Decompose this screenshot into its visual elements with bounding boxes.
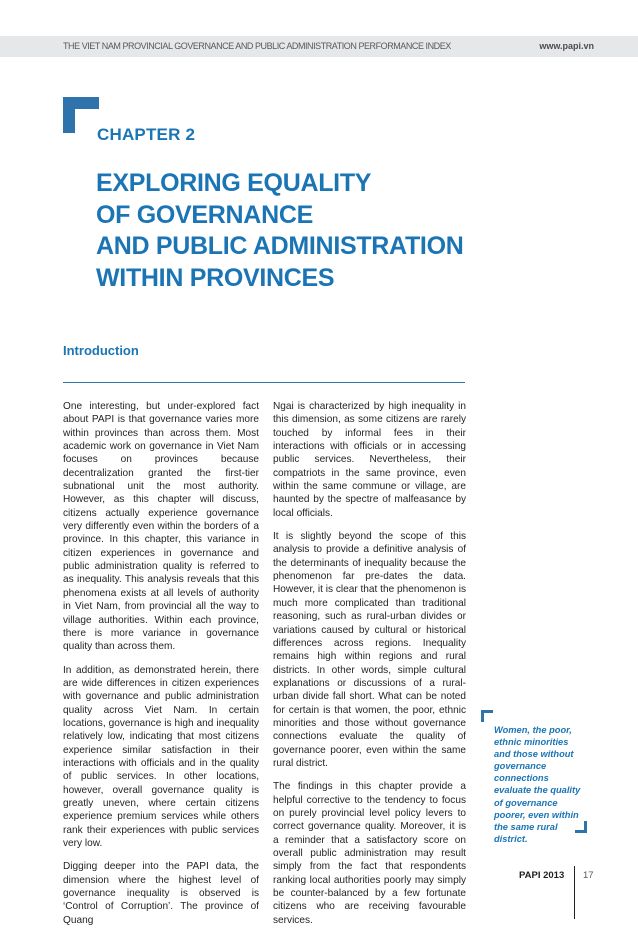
chapter-label: CHAPTER 2	[97, 125, 196, 144]
footer-report-label: PAPI 2013	[519, 870, 565, 881]
section-divider	[63, 382, 465, 383]
paragraph: Digging deeper into the PAPI data, the dimension where the highest level of governance inequality is observed is ‘Control of Corruption’. The province of Quang	[63, 861, 259, 926]
body-column-left	[63, 400, 259, 937]
paragraph: In addition, as demonstrated herein, there are wide differences in citizen experiences with governance and public administration quality across Viet Nam. In certain locations, governance is high and inequality relatively low, indicating that most citizens experience similar satisfaction in their interactions with officials and in the quality of public services. In other locations, however, overall governance quality is greatly uneven, where certain citizens experience premium services while others rank their experiences with public services very low.	[63, 664, 259, 849]
header-title: THE VIET NAM PROVINCIAL GOVERNANCE AND PUBLIC ADMINISTRATION PERFORMANCE INDEX	[63, 41, 451, 51]
chapter-title-line: EXPLORING EQUALITY	[96, 169, 372, 197]
section-heading: Introduction	[63, 343, 139, 358]
paragraph: The findings in this chapter provide a helpful corrective to the tendency to focus on purely provincial level policy levers to correct governance quality. Moreover, it is a reminder that a satisfactory score on overall public administration may result simply from the fact that respondents ranking local authorities poorly may simply be counter-balanced by a few fortunate citizens who are receiving favourable services.	[273, 781, 466, 926]
chapter-corner-bracket	[63, 97, 99, 133]
paragraph: It is slightly beyond the scope of this analysis to provide a definitive analysis of the determinants of inequality because the phenomenon far pre-dates the data. However, it is clear that the phenomenon is much more complicated than traditional reasoning, such as rural-urban divides or variations caused by cultural or historical differences across regions. Inequality remains high within regions and rural districts. In other words, simple cultural explanations or discussions of a rural-urban divide fall short. What can be noted for certain is that women, the poor, ethnic minorities and those without governance connections evaluate the quality of governance poorer, even within the same rural district.	[273, 531, 467, 769]
chapter-title-line: WITHIN PROVINCES	[96, 263, 335, 292]
paragraph: One interesting, but under-explored fact about PAPI is that governance varies more within provinces than across them. Most academic work on governance in Viet Nam focuses on provinces because decentralization granted the first-tier subnational unit the most authority. However, as this chapter will discuss, citizens actually experience governance very differently even within the borders of a province. In this chapter, this variance in citizen experiences in governance and public administration quality is referred to as inequality. This analysis reveals that this phenomena exists at all levels of authority in Viet Nam, from provincial all the way to village authorities. Within each province, there is more variance in governance quality than across them.	[63, 401, 259, 653]
chapter-title-line: AND PUBLIC ADMINISTRATION	[96, 232, 464, 260]
chapter-title	[96, 168, 556, 294]
page-number: 17	[583, 870, 594, 881]
chapter-title-line: OF GOVERNANCE	[96, 200, 313, 229]
header-website-link[interactable]: www.papi.vn	[539, 41, 594, 51]
pullquote-corner-bottom-right	[575, 821, 587, 833]
body-column-right	[273, 400, 466, 937]
footer-divider	[574, 866, 575, 919]
paragraph: Ngai is characterized by high inequality in this dimension, as some citizens are rarely touched by informal fees in their interactions with officials or in accessing public services. Nevertheless, their compatriots in the same province, even within the same commune or village, are haunted by the spectre of malfeasance by local officials.	[273, 401, 466, 519]
pullquote: Women, the poor, ethnic minorities and those without governance connections evaluate the quality of governance poorer, even within the same rural district.	[494, 725, 581, 844]
pullquote-corner-top-left	[481, 710, 493, 722]
